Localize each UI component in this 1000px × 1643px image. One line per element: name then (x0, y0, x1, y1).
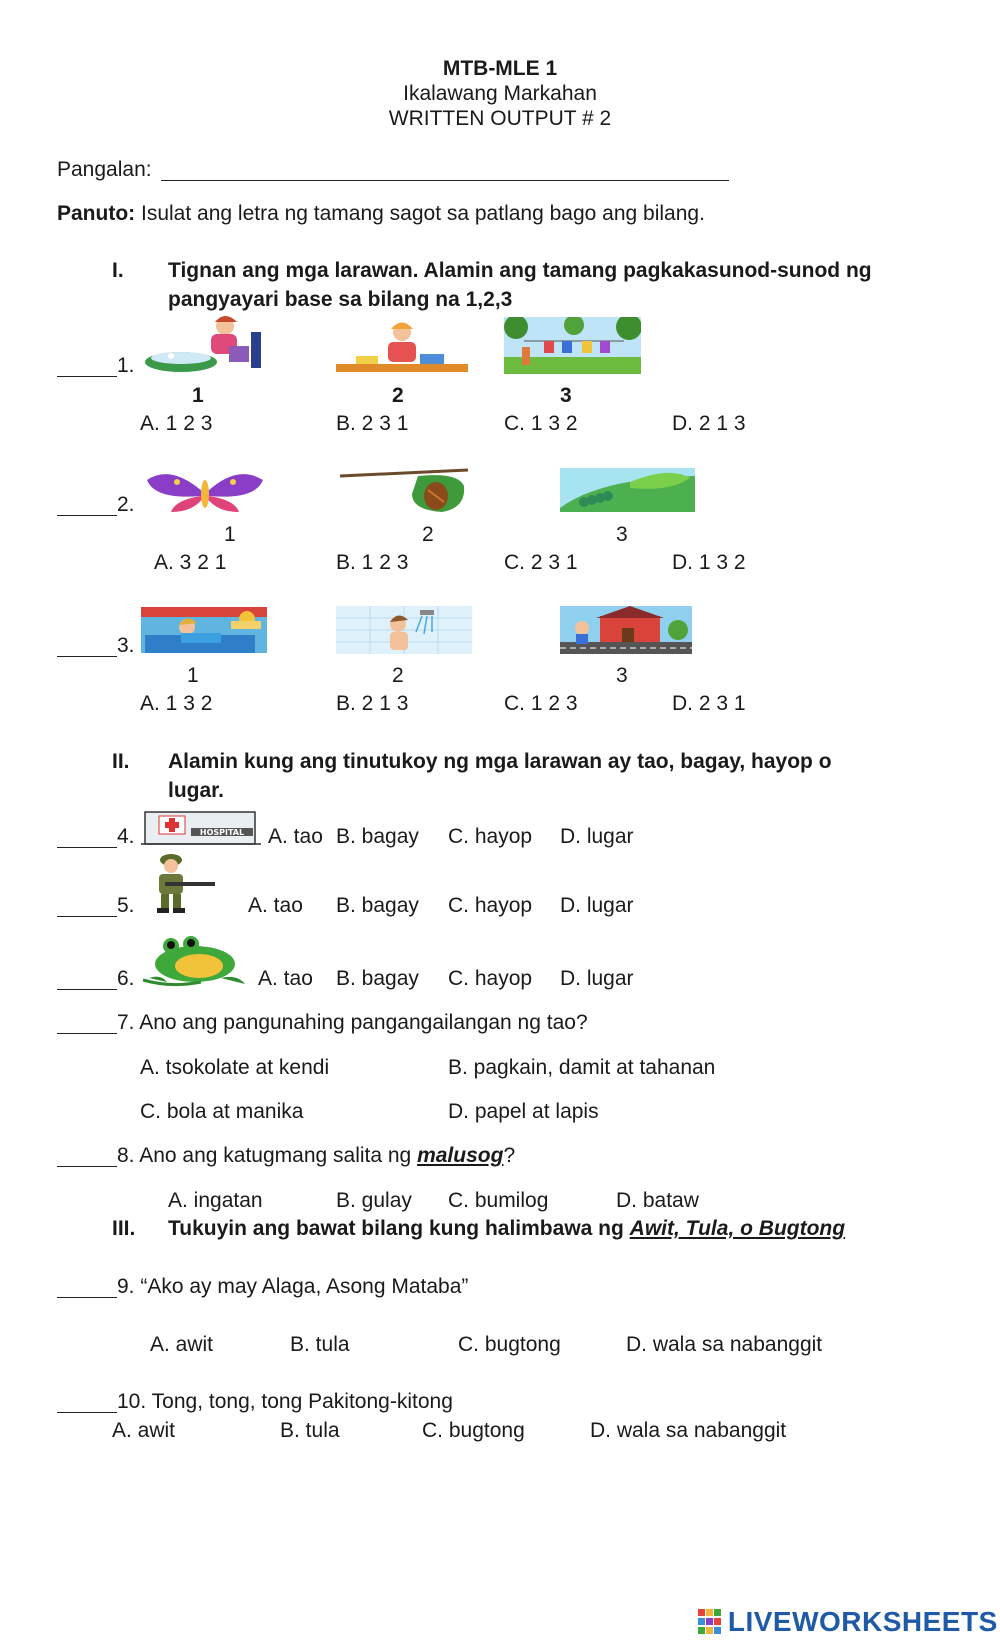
worksheet-subtitle: Ikalawang Markahan (403, 82, 597, 105)
choice-6-a[interactable]: A. tao (258, 967, 313, 990)
liveworksheets-logo (698, 1606, 998, 1640)
choice-6-c[interactable]: C. hayop (448, 967, 533, 990)
question-number-7: 7. (117, 1011, 135, 1034)
choice-9-c[interactable]: C. bugtong (458, 1333, 561, 1356)
choice-4-c[interactable]: C. hayop (448, 825, 533, 848)
liveworksheets-logo-icon (698, 1609, 722, 1635)
answer-blank-4[interactable] (57, 827, 117, 848)
answer-blank-2[interactable] (57, 495, 117, 516)
choice-5-c[interactable]: C. hayop (448, 894, 533, 917)
hospital-icon (141, 806, 261, 846)
choice-1-c[interactable]: C. 1 3 2 (504, 412, 578, 435)
question-8-keyword: malusog (417, 1144, 504, 1167)
girl-washing-clothes-icon (141, 314, 270, 374)
instructions-text: Isulat ang letra ng tamang sagot sa patlang bago ang bilang. (141, 202, 705, 225)
answer-blank-8[interactable] (57, 1146, 117, 1167)
instructions (57, 202, 705, 226)
choice-7-d[interactable]: D. papel at lapis (448, 1100, 599, 1123)
name-field[interactable] (161, 156, 729, 181)
question-text-10: Tong, tong, tong Pakitong-kitong (151, 1390, 453, 1413)
choice-3-d[interactable]: D. 2 3 1 (672, 692, 746, 715)
section-2-title-line2: lugar. (168, 779, 225, 802)
question-number-4: 4. (117, 825, 135, 848)
choice-4-a[interactable]: A. tao (268, 825, 323, 848)
question-number-10: 10. (117, 1390, 147, 1413)
question-10 (117, 1390, 453, 1414)
question-number-1: 1. (117, 354, 135, 377)
section-3-numeral: III. (112, 1217, 136, 1240)
choice-9-b[interactable]: B. tula (290, 1333, 350, 1356)
question-number-8: 8. (117, 1144, 135, 1167)
butterfly-icon (141, 470, 268, 514)
choice-10-b[interactable]: B. tula (280, 1419, 340, 1442)
girl-ironing-clothes-icon (336, 320, 468, 374)
choice-8-a[interactable]: A. ingatan (168, 1189, 263, 1212)
question-number-9: 9. (117, 1275, 135, 1298)
caterpillar-icon (560, 468, 695, 512)
cocoon-icon (338, 466, 470, 514)
question-9 (117, 1275, 468, 1299)
answer-blank-6[interactable] (57, 969, 117, 990)
question-7 (117, 1011, 588, 1035)
choice-3-a[interactable]: A. 1 3 2 (140, 692, 213, 715)
soldier-icon (141, 852, 217, 914)
choice-6-b[interactable]: B. bagay (336, 967, 419, 990)
instructions-label: Panuto: (57, 202, 136, 225)
choice-1-d[interactable]: D. 2 1 3 (672, 412, 746, 435)
question-text-7: Ano ang pangunahing pangangailangan ng tao? (139, 1011, 588, 1034)
image-label-1-1: 1 (192, 384, 204, 407)
image-label-3-2: 2 (392, 664, 404, 687)
image-label-2-3: 3 (616, 523, 628, 546)
answer-blank-9[interactable] (57, 1277, 117, 1298)
question-number-2: 2. (117, 493, 135, 516)
choice-10-c[interactable]: C. bugtong (422, 1419, 525, 1442)
section-1-title-line2: pangyayari base sa bilang na 1,2,3 (168, 288, 513, 311)
section-3-title-text: Tukuyin ang bawat bilang kung halimbawa ng (168, 1217, 630, 1240)
choice-1-a[interactable]: A. 1 2 3 (140, 412, 213, 435)
svg-text:HOSPITAL: HOSPITAL (199, 828, 245, 837)
choice-8-d[interactable]: D. bataw (616, 1189, 699, 1212)
choice-9-d[interactable]: D. wala sa nabanggit (626, 1333, 823, 1356)
image-label-3-1: 1 (187, 664, 199, 687)
question-8-end: ? (503, 1144, 516, 1167)
question-number-3: 3. (117, 634, 135, 657)
section-3-title-emphasis: Awit, Tula, o Bugtong (629, 1217, 846, 1240)
choice-3-b[interactable]: B. 2 1 3 (336, 692, 409, 715)
clothesline-icon (504, 317, 641, 374)
choice-4-b[interactable]: B. bagay (336, 825, 419, 848)
choice-8-c[interactable]: C. bumilog (448, 1189, 549, 1212)
choice-8-b[interactable]: B. gulay (336, 1189, 412, 1212)
liveworksheets-logo-text: LIVEWORKSHEETS (727, 1606, 998, 1637)
question-text-9: “Ako ay may Alaga, Asong Mataba” (140, 1275, 469, 1298)
choice-5-a[interactable]: A. tao (248, 894, 303, 917)
choice-1-b[interactable]: B. 2 3 1 (336, 412, 409, 435)
image-label-2-2: 2 (422, 523, 434, 546)
choice-6-d[interactable]: D. lugar (560, 967, 634, 990)
answer-blank-5[interactable] (57, 896, 117, 917)
question-8 (117, 1144, 515, 1168)
worksheet-output-label: WRITTEN OUTPUT # 2 (388, 107, 612, 130)
choice-2-d[interactable]: D. 1 3 2 (672, 551, 746, 574)
answer-blank-1[interactable] (57, 356, 117, 377)
choice-9-a[interactable]: A. awit (150, 1333, 214, 1356)
choice-4-d[interactable]: D. lugar (560, 825, 634, 848)
answer-blank-10[interactable] (57, 1392, 117, 1413)
choice-7-b[interactable]: B. pagkain, damit at tahanan (448, 1056, 716, 1079)
section-2-numeral: II. (112, 750, 130, 773)
image-label-2-1: 1 (224, 523, 236, 546)
child-going-to-school-icon (560, 606, 692, 654)
choice-5-b[interactable]: B. bagay (336, 894, 419, 917)
question-number-5: 5. (117, 894, 135, 917)
section-1-numeral: I. (112, 259, 124, 282)
answer-blank-7[interactable] (57, 1013, 117, 1034)
girl-showering-icon (336, 606, 472, 654)
choice-7-c[interactable]: C. bola at manika (140, 1100, 304, 1123)
choice-7-a[interactable]: A. tsokolate at kendi (140, 1056, 330, 1079)
choice-10-a[interactable]: A. awit (112, 1419, 176, 1442)
image-label-1-3: 3 (560, 384, 572, 407)
section-3-title (168, 1217, 845, 1241)
answer-blank-3[interactable] (57, 636, 117, 657)
choice-2-c[interactable]: C. 2 3 1 (504, 551, 578, 574)
question-number-6: 6. (117, 967, 135, 990)
image-label-3-3: 3 (616, 664, 628, 687)
choice-2-a[interactable]: A. 3 2 1 (154, 551, 227, 574)
frog-icon (141, 934, 247, 988)
boy-waking-up-icon (141, 607, 267, 653)
choice-2-b[interactable]: B. 1 2 3 (336, 551, 409, 574)
choice-5-d[interactable]: D. lugar (560, 894, 634, 917)
worksheet-title: MTB-MLE 1 (442, 57, 558, 80)
choice-10-d[interactable]: D. wala sa nabanggit (590, 1419, 787, 1442)
image-label-1-2: 2 (392, 384, 404, 407)
choice-3-c[interactable]: C. 1 2 3 (504, 692, 578, 715)
question-text-8: Ano ang katugmang salita ng (139, 1144, 418, 1167)
section-1-title-line1: Tignan ang mga larawan. Alamin ang tamang pagkakasunod-sunod ng (168, 259, 872, 282)
name-label: Pangalan: (57, 158, 152, 181)
section-2-title-line1: Alamin kung ang tinutukoy ng mga larawan ay tao, bagay, hayop o (168, 750, 832, 773)
